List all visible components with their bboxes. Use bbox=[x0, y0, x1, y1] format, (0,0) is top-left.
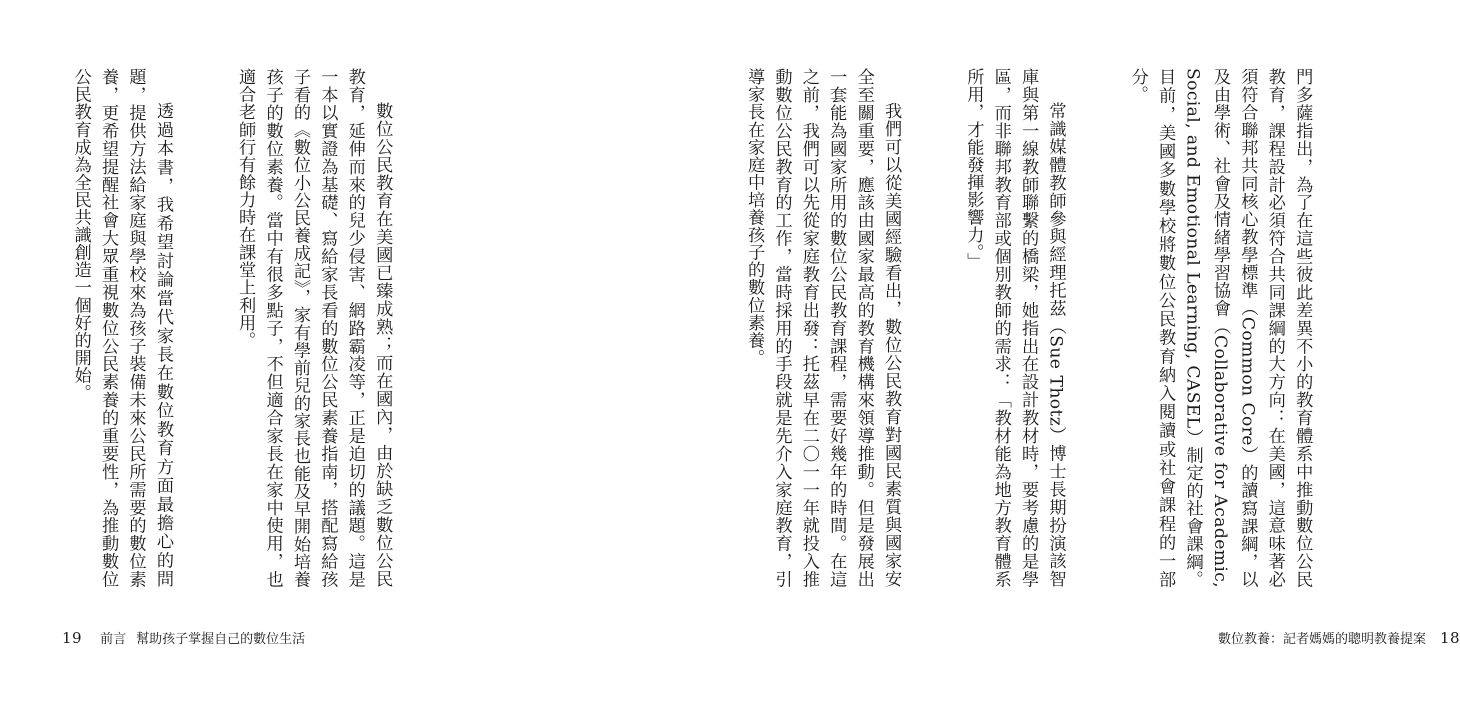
left-paragraph-2: 透過本書，我希望討論當代家長在數位教育方面最擔心的問題，提供方法給家庭與學校來為孩子裝備未來公民所需要的數位素養，更希望提醒社會大眾重視數位公民素養的重要性，為推動數位公民教育成為全民共識創造一個好的開始。 bbox=[70, 68, 173, 588]
left-running-head bbox=[100, 632, 305, 647]
right-paragraph-1: 門多薩指出，為了在這些彼此差異不小的教育體系中推動數位公民教育，課程設計必須符合共同課綱的大方向：在美國，這意味著必須符合聯邦共同核心教學標準（Common Core）的讀寫課綱，以及由學術、社會及情緒學習協會（Collaborative for Academic, Social, and Emotional Learning, CASEL）制定的社會課綱。目前，美國多數學校將數位公民教育納入閱讀或社會課程的一部分。 bbox=[1127, 68, 1313, 594]
right-page-number: 18 bbox=[1440, 629, 1460, 647]
left-page-body bbox=[70, 68, 450, 588]
right-page-footer bbox=[1218, 628, 1460, 647]
right-page bbox=[500, 0, 1460, 705]
left-page-footer bbox=[62, 628, 305, 647]
running-head-section: 前言 bbox=[100, 632, 127, 647]
right-paragraph-3: 我們可以從美國經驗看出，數位公民教育對國民素質與國家安全至關重要，應該由國家最高的教育機構來領導推動。但是發展出一套能為國家所用的數位公民教育課程，需要好幾年的時間。在這之前，我們可以先從家庭教育出發：托茲早在二〇一一年就投入推動數位公民教育的工作，當時採用的手段就是先介入家庭教育，引導家長在家庭中培養孩子的數位素養。 bbox=[744, 68, 902, 588]
right-page-body bbox=[744, 68, 1370, 594]
running-head-title: 幫助孩子掌握自己的數位生活 bbox=[136, 632, 306, 647]
left-paragraph-1: 數位公民教育在美國已臻成熟；而在國內，由於缺乏數位公民教育，延伸而來的兒少侵害、網路霸凌等，正是迫切的議題。這是一本以實證為基礎、寫給家長看的數位公民素養指南，搭配寫給孩子看的《數位小公民養成記》，家有學前兒的家長也能及早開始培養孩子的數位素養。當中有很多點子，不但適合家長在家中使用，也適合老師行有餘力時在課堂上利用。 bbox=[235, 68, 393, 588]
left-page bbox=[0, 0, 500, 705]
right-paragraph-2: 常識媒體教師參與經理托茲（Sue Thotz）博士長期扮演該智庫與第一線教師聯繫的橋梁，她指出在設計教材時，要考慮的是學區，而非聯邦教育部或個別教師的需求：「教材能為地方教育體系所用，才能發揮影響力。」 bbox=[963, 68, 1066, 588]
left-page-number: 19 bbox=[62, 629, 83, 647]
right-running-head: 數位教養：記者媽媽的聰明教養提案 bbox=[1218, 632, 1427, 647]
